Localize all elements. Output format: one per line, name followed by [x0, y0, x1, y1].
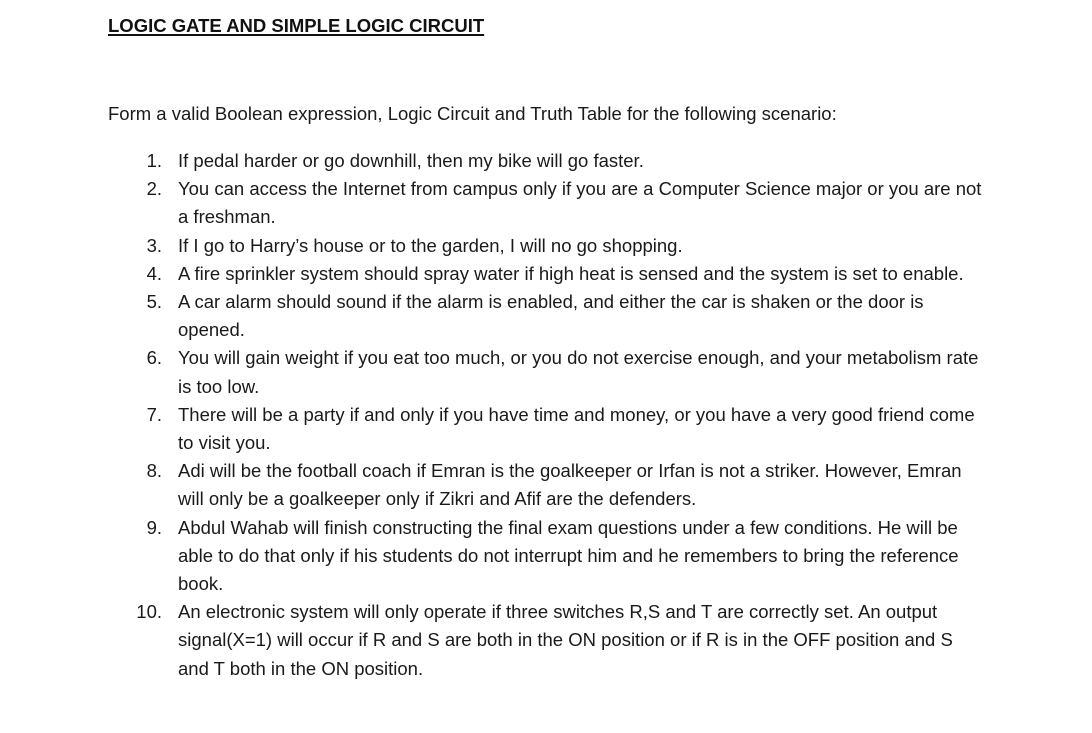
document-intro: Form a valid Boolean expression, Logic Circuit and Truth Table for the following scenario:: [108, 103, 837, 124]
scenario-number: 8.: [146, 460, 162, 482]
scenario-item-2: [0, 175, 1092, 231]
scenario-number: 7.: [146, 403, 162, 425]
scenario-item-9: [0, 514, 1092, 599]
scenario-list: [0, 147, 1092, 683]
scenario-item-10: [0, 598, 1092, 683]
document-title: LOGIC GATE AND SIMPLE LOGIC CIRCUIT: [108, 15, 485, 36]
scenario-text: If pedal harder or go downhill, then my bike will go faster.: [178, 150, 644, 171]
scenario-item-7: [0, 401, 1092, 457]
scenario-item-5: [0, 288, 1092, 344]
scenario-text: An electronic system will only operate if three switches R,S and T are correctly set. An output signal(X=1) will occur if R and S are both in the ON position or if R is in the OFF position and S and T both in the ON position.: [178, 601, 953, 679]
scenario-number: 2.: [146, 178, 162, 200]
scenario-number: 3.: [146, 234, 162, 256]
scenario-number: 4.: [146, 262, 162, 284]
scenario-text: A fire sprinkler system should spray water if high heat is sensed and the system is set to enable.: [178, 262, 964, 284]
scenario-text: You will gain weight if you eat too much, or you do not exercise enough, and your metabolism rate is too low.: [178, 347, 979, 397]
scenario-text: Adi will be the football coach if Emran is the goalkeeper or Irfan is not a striker. However, Emran will only be a goalkeeper only if Zikri and Afif are the defenders.: [178, 460, 962, 510]
scenario-text: There will be a party if and only if you have time and money, or you have a very good friend come to visit you.: [178, 403, 975, 454]
scenario-item-8: [0, 457, 1092, 513]
scenario-text: You can access the Internet from campus only if you are a Computer Science major or you are not a freshman.: [178, 178, 982, 228]
scenario-number: 1.: [146, 150, 162, 171]
scenario-item-6: [0, 344, 1092, 400]
scenario-number: 5.: [146, 291, 162, 313]
scenario-number: 6.: [146, 347, 162, 369]
scenario-number: 9.: [146, 516, 162, 538]
scenario-item-3: [0, 232, 1092, 260]
scenario-text: If I go to Harry’s house or to the garden, I will no go shopping.: [178, 234, 683, 256]
scenario-number: 10.: [136, 601, 162, 623]
scenario-item-4: [0, 260, 1092, 288]
scenario-item-1: [0, 147, 1092, 175]
scenario-text: Abdul Wahab will finish constructing the final exam questions under a few conditions. He will be able to do that only if his students do not interrupt him and he remembers to bring the reference book.: [178, 516, 959, 595]
scenario-text: A car alarm should sound if the alarm is enabled, and either the car is shaken or the door is opened.: [178, 291, 924, 341]
